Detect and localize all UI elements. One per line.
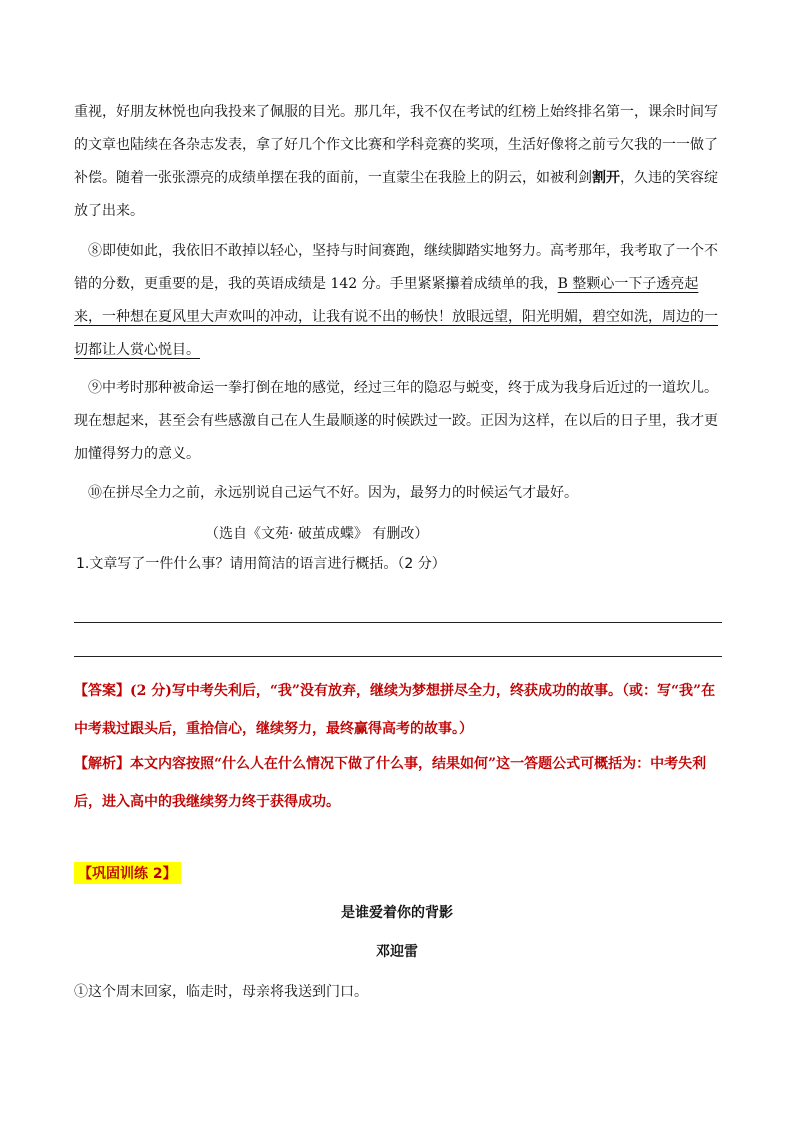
section-tag: 【巩固训练 2】 — [74, 862, 181, 884]
paragraph-text: ，久违的笑容绽放了出来。 — [74, 170, 718, 219]
emphasized-word: 割开 — [592, 170, 620, 186]
answer-line — [74, 622, 722, 623]
paragraph-continued — [74, 96, 724, 228]
answer-text: 【答案】(2 分)写中考失利后，“我”没有放弃，继续为梦想拼尽全力，终获成功的故事。（或：写“我”在中考栽过跟头后，重拾信心，继续努力，最终赢得高考的故事。） — [74, 683, 716, 737]
article-title: 是谁爱着你的背影 — [341, 905, 453, 921]
answer-line — [74, 656, 722, 657]
analysis-text: 【解析】本文内容按照“什么人在什么情况下做了什么事，结果如何”这一答题公式可概括为：中考失利后，进入高中的我继续努力终于获得成功。 — [74, 756, 707, 810]
paragraph-text: 重视，好朋友林悦也向我投来了佩服的目光。那几年，我不仅在考试的红榜上始终排名第一，课余时间写的文章也陆续在各杂志发表，拿了好几个作文比赛和学科竞赛的奖项，生活好像将之前亏欠我的一一做了补偿。随着一张张漂亮的成绩单摆在我的面前，一直蒙尘在我脸上的阴云，如被利剑 — [74, 104, 718, 186]
paragraph-9: ⑨中考时那种被命运一拳打倒在地的感觉，经过三年的隐忍与蜕变，终于成为我身后近过的一道坎儿。现在想起来，甚至会有些感激自己在人生最顺遂的时候跌过一跤。正因为这样，在以后的日子里，我才更加懂得努力的意义。 — [74, 380, 718, 462]
paragraph-8 — [74, 235, 724, 367]
paragraph-10: ⑩在拼尽全力之前，永远别说自己运气不好。因为，最努力的时候运气才最好。 — [88, 485, 578, 501]
question-1: 1.文章写了一件什么事？请用简洁的语言进行概括。（2 分） — [76, 556, 446, 572]
underlined-sentence-b: B 整颗心一下子透亮起来，一种想在夏风里大声欢叫的冲动，让我有说不出的畅快！放眼远望，阳光明媚，碧空如洗，周边的一切都让人赏心悦目。 — [74, 276, 718, 358]
article-author: 邓迎雷 — [376, 944, 418, 960]
source-citation: （选自《文苑· 破茧成蝶》 有删改） — [205, 526, 429, 542]
paragraph-1: ①这个周末回家，临走时，母亲将我送到门口。 — [74, 984, 368, 1000]
paragraph-text: ⑧即使如此，我依旧不敢掉以轻心，坚持与时间赛跑，继续脚踏实地努力。高考那年，我考取了一个不错的分数，更重要的是，我的英语成绩是 142 分。手里紧紧攥着成绩单的我， — [74, 243, 718, 292]
